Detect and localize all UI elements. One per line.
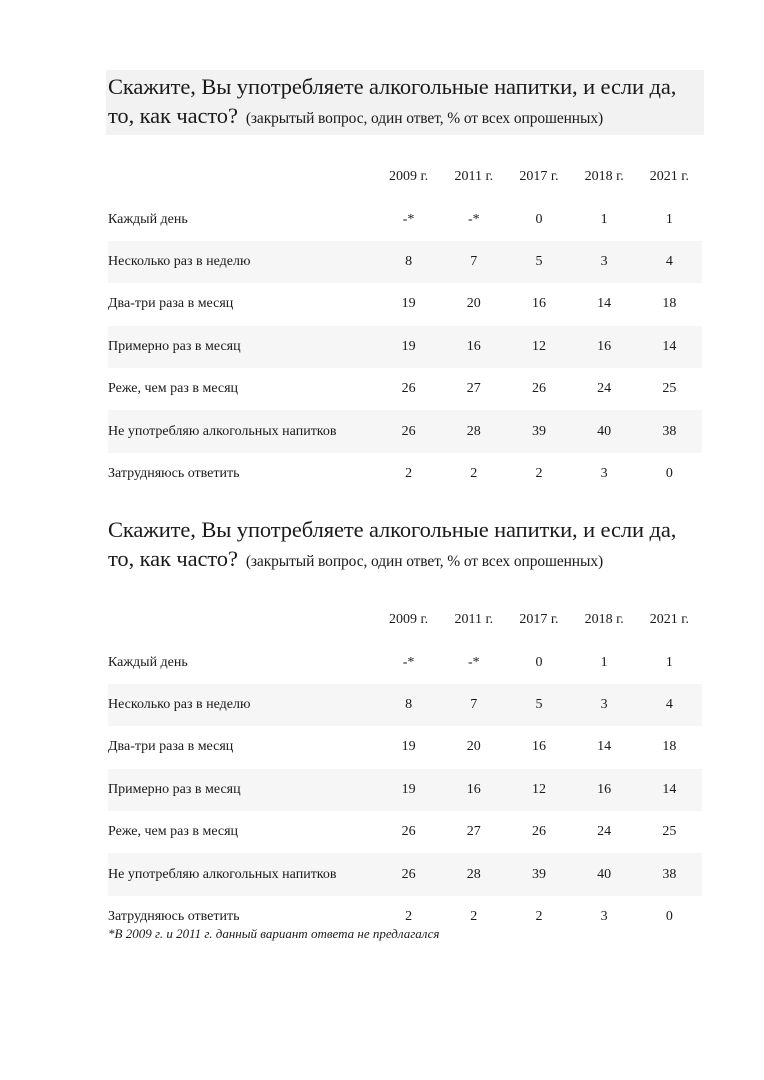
cell-value: 3 <box>572 241 637 283</box>
cell-value: 2 <box>535 465 543 481</box>
cell-value: 39 <box>506 410 571 452</box>
cell-value: 2 <box>405 908 413 924</box>
cell-value: 1 <box>665 211 673 227</box>
table-row <box>108 198 702 240</box>
cell-value: 8 <box>376 684 441 726</box>
cell-value: -* <box>402 654 415 670</box>
table-row <box>108 326 702 368</box>
header-year: 2018 г. <box>584 169 624 185</box>
cell-value: 18 <box>662 739 677 755</box>
header-year: 2021 г. <box>649 169 689 185</box>
header-year: 2011 г. <box>454 612 494 628</box>
results-table <box>108 156 702 495</box>
cell-value: 14 <box>597 739 612 755</box>
cell-value: 14 <box>637 326 702 368</box>
cell-value: 25 <box>662 381 677 397</box>
cell-value: 27 <box>466 381 481 397</box>
cell-value: 28 <box>441 410 506 452</box>
question-text: Скажите, Вы употребляете алкогольные напитки, и если да, то, как часто? <box>108 74 677 128</box>
row-label: Затрудняюсь ответить <box>108 908 240 924</box>
cell-value: 2 <box>405 465 413 481</box>
header-year: 2011 г. <box>454 169 494 185</box>
cell-value: 26 <box>531 824 546 840</box>
cell-value: 2 <box>470 908 478 924</box>
cell-value: 28 <box>441 853 506 895</box>
row-label: Каждый день <box>108 654 188 670</box>
header-year: 2009 г. <box>389 612 429 628</box>
header-year: 2021 г. <box>649 612 689 628</box>
cell-value: 26 <box>401 381 416 397</box>
cell-value: 5 <box>506 684 571 726</box>
cell-value: 16 <box>531 296 546 312</box>
header-year: 2018 г. <box>584 612 624 628</box>
table-row <box>108 726 702 768</box>
section-title <box>106 513 704 578</box>
cell-value: 20 <box>466 296 481 312</box>
cell-value: 40 <box>572 853 637 895</box>
header-label-cell <box>108 156 376 198</box>
survey-section-2 <box>108 513 704 938</box>
cell-value: 38 <box>637 410 702 452</box>
table-row <box>108 283 702 325</box>
survey-section-1 <box>108 70 704 495</box>
cell-value: -* <box>402 211 415 227</box>
cell-value: 19 <box>376 769 441 811</box>
row-label: Примерно раз в месяц <box>108 769 376 811</box>
table-header-row <box>108 156 702 198</box>
header-year: 2017 г. <box>519 169 559 185</box>
table-row <box>108 410 702 452</box>
cell-value: 26 <box>376 853 441 895</box>
table-row <box>108 684 702 726</box>
cell-value: 19 <box>401 739 416 755</box>
cell-value: 14 <box>637 769 702 811</box>
cell-value: 26 <box>401 824 416 840</box>
cell-value: 1 <box>665 654 673 670</box>
cell-value: 12 <box>506 326 571 368</box>
table-header-row <box>108 599 702 641</box>
row-label: Затрудняюсь ответить <box>108 465 240 481</box>
cell-value: 24 <box>597 824 612 840</box>
table-row <box>108 368 702 410</box>
question-subtitle: (закрытый вопрос, один ответ, % от всех опрошенных) <box>245 553 604 570</box>
cell-value: 38 <box>637 853 702 895</box>
section-title <box>106 70 704 135</box>
question-text: Скажите, Вы употребляете алкогольные напитки, и если да, то, как часто? <box>108 517 677 571</box>
cell-value: 4 <box>637 684 702 726</box>
cell-value: 12 <box>506 769 571 811</box>
cell-value: 26 <box>531 381 546 397</box>
results-table <box>108 599 702 938</box>
row-label: Несколько раз в неделю <box>108 241 376 283</box>
cell-value: 0 <box>665 908 673 924</box>
cell-value: -* <box>467 654 480 670</box>
table-row <box>108 811 702 853</box>
cell-value: 26 <box>376 410 441 452</box>
cell-value: 7 <box>441 241 506 283</box>
cell-value: 24 <box>597 381 612 397</box>
row-label: Два-три раза в месяц <box>108 296 234 312</box>
cell-value: 0 <box>665 465 673 481</box>
cell-value: -* <box>467 211 480 227</box>
cell-value: 14 <box>597 296 612 312</box>
table-row <box>108 769 702 811</box>
cell-value: 19 <box>376 326 441 368</box>
row-label: Примерно раз в месяц <box>108 326 376 368</box>
cell-value: 5 <box>506 241 571 283</box>
table-row <box>108 641 702 683</box>
cell-value: 3 <box>600 465 608 481</box>
cell-value: 39 <box>506 853 571 895</box>
cell-value: 0 <box>535 211 543 227</box>
question-subtitle: (закрытый вопрос, один ответ, % от всех опрошенных) <box>245 110 604 127</box>
cell-value: 1 <box>600 654 608 670</box>
row-label: Реже, чем раз в месяц <box>108 381 239 397</box>
cell-value: 27 <box>466 824 481 840</box>
row-label: Реже, чем раз в месяц <box>108 824 239 840</box>
footnote: *В 2009 г. и 2011 г. данный вариант ответа не предлагался <box>108 926 440 941</box>
table-row <box>108 853 702 895</box>
cell-value: 0 <box>535 654 543 670</box>
header-year: 2017 г. <box>519 612 559 628</box>
cell-value: 16 <box>572 326 637 368</box>
cell-value: 1 <box>600 211 608 227</box>
cell-value: 3 <box>572 684 637 726</box>
row-label: Несколько раз в неделю <box>108 684 376 726</box>
row-label: Не употребляю алкогольных напитков <box>108 410 376 452</box>
cell-value: 16 <box>531 739 546 755</box>
cell-value: 19 <box>401 296 416 312</box>
cell-value: 7 <box>441 684 506 726</box>
cell-value: 16 <box>441 326 506 368</box>
cell-value: 16 <box>572 769 637 811</box>
cell-value: 4 <box>637 241 702 283</box>
cell-value: 25 <box>662 824 677 840</box>
cell-value: 40 <box>572 410 637 452</box>
cell-value: 2 <box>470 465 478 481</box>
cell-value: 16 <box>441 769 506 811</box>
cell-value: 18 <box>662 296 677 312</box>
table-row <box>108 453 702 495</box>
cell-value: 3 <box>600 908 608 924</box>
header-label-cell <box>108 599 376 641</box>
header-year: 2009 г. <box>389 169 429 185</box>
cell-value: 20 <box>466 739 481 755</box>
row-label: Два-три раза в месяц <box>108 739 234 755</box>
cell-value: 8 <box>376 241 441 283</box>
table-row <box>108 241 702 283</box>
row-label: Не употребляю алкогольных напитков <box>108 853 376 895</box>
row-label: Каждый день <box>108 211 188 227</box>
cell-value: 2 <box>535 908 543 924</box>
